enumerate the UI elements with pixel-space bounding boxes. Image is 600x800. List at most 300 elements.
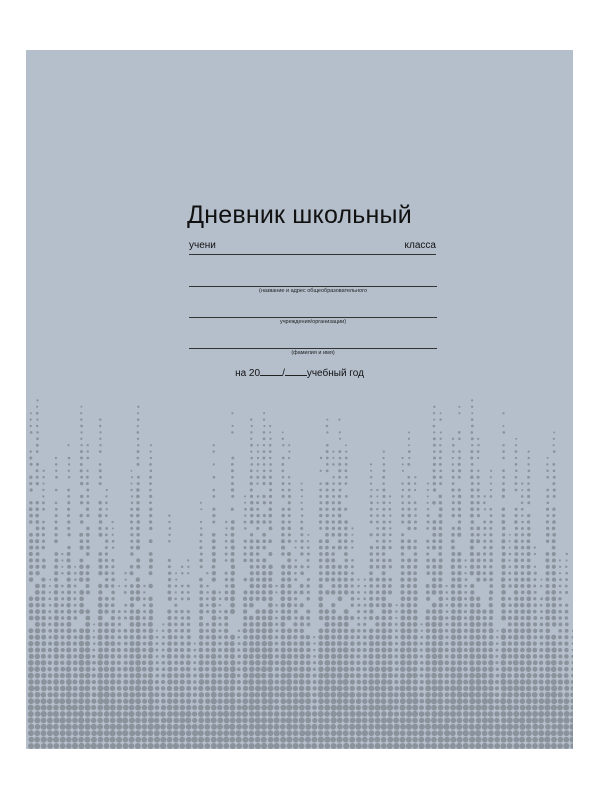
pattern-dot [212,571,216,575]
pattern-dot [269,438,271,440]
pattern-dot [475,673,481,679]
pattern-dot [387,692,393,698]
pattern-dot [61,559,63,561]
pattern-dot [432,724,438,730]
pattern-dot [527,514,530,517]
pattern-dot [482,648,487,653]
pattern-dot [60,705,66,711]
pattern-dot [407,482,410,485]
pattern-dot [337,698,343,704]
pattern-dot [35,584,40,589]
pattern-dot [400,603,404,607]
pattern-dot [494,711,499,716]
pattern-dot [514,539,518,543]
pattern-dot [142,692,147,697]
pattern-dot [469,685,475,691]
pattern-dot [432,730,438,736]
pattern-dot [488,724,494,730]
pattern-dot [249,628,254,633]
pattern-dot [135,718,141,724]
pattern-dot [238,630,241,633]
pattern-dot [124,610,127,613]
pattern-dot [551,743,557,749]
pattern-dot [274,717,280,723]
pattern-dot [463,679,468,684]
pattern-dot [54,609,58,613]
pattern-dot [507,648,512,653]
pattern-dot [148,622,153,627]
pattern-dot [29,616,34,621]
pattern-dot [431,641,436,646]
pattern-dot [484,508,486,510]
pattern-dot [99,482,102,485]
pattern-dot [534,566,536,568]
pattern-dot [513,711,519,717]
pattern-dot [311,743,317,749]
pattern-dot [288,450,290,452]
pattern-dot [526,603,531,608]
pattern-dot [406,718,412,724]
student-name-line [189,348,437,349]
pattern-dot [364,591,367,594]
pattern-dot [268,622,273,627]
pattern-dot [99,565,103,569]
pattern-dot [230,596,235,601]
pattern-dot [343,698,349,704]
pattern-dot [78,717,84,723]
pattern-dot [337,743,343,749]
pattern-dot [482,717,488,723]
pattern-dot [313,668,316,671]
pattern-dot [369,552,373,556]
pattern-dot [97,724,103,730]
pattern-dot [243,673,248,678]
pattern-dot [149,603,153,607]
pattern-dot [280,692,286,698]
pattern-dot [186,737,192,743]
pattern-dot [407,546,411,550]
pattern-dot [508,597,511,600]
pattern-dot [130,603,135,608]
pattern-dot [124,604,127,607]
pattern-dot [501,628,506,633]
pattern-dot [545,743,551,749]
pattern-dot [110,673,115,678]
pattern-dot [275,648,279,652]
pattern-dot [356,743,362,749]
pattern-dot [350,578,354,582]
pattern-dot [452,438,454,440]
pattern-dot [526,717,532,723]
pattern-dot [213,463,215,465]
pattern-dot [229,724,235,730]
pattern-dot [324,711,330,717]
pattern-dot [546,533,550,537]
pattern-dot [275,591,277,593]
pattern-dot [452,476,455,479]
pattern-dot [281,577,285,581]
pattern-dot [521,533,524,536]
pattern-dot [256,584,260,588]
pattern-dot [67,489,70,492]
pattern-dot [571,636,573,639]
pattern-dot [99,418,101,420]
pattern-dot [85,654,90,659]
pattern-dot [326,444,329,447]
pattern-dot [332,520,335,523]
pattern-dot [471,437,474,440]
pattern-dot [85,711,91,717]
pattern-dot [224,660,229,665]
pattern-dot [30,425,32,427]
pattern-dot [268,616,273,621]
pattern-dot [381,628,386,633]
pattern-dot [526,616,531,621]
pattern-dot [458,501,461,504]
pattern-dot [218,692,223,697]
pattern-dot [451,565,455,569]
pattern-dot [262,596,267,601]
pattern-dot [553,444,555,446]
pattern-dot [362,699,367,704]
pattern-dot [85,705,91,711]
pattern-dot [262,577,267,582]
pattern-dot [438,718,444,724]
pattern-dot [539,692,544,697]
pattern-dot [425,724,431,730]
pattern-dot [97,635,102,640]
pattern-dot [539,648,543,652]
pattern-dot [306,660,311,665]
pattern-dot [86,571,90,575]
pattern-dot [223,730,229,736]
pattern-dot [135,730,141,736]
pattern-dot [400,685,406,691]
pattern-dot [402,463,404,465]
pattern-dot [243,609,247,613]
pattern-dot [458,412,460,414]
pattern-dot [142,667,147,672]
pattern-dot [48,661,52,665]
pattern-dot [501,692,507,698]
pattern-dot [362,667,367,672]
pattern-dot [326,450,329,453]
pattern-dot [256,559,260,563]
pattern-dot [55,470,57,472]
pattern-dot [80,539,84,543]
pattern-dot [61,553,63,555]
pattern-dot [85,743,91,749]
pattern-dot [299,692,305,698]
pattern-dot [332,489,335,492]
pattern-dot [446,604,449,607]
pattern-dot [501,616,506,621]
pattern-dot [35,565,39,569]
pattern-dot [148,730,154,736]
pattern-dot [475,724,481,730]
pattern-dot [250,507,254,511]
pattern-dot [413,616,418,621]
pattern-dot [305,737,311,743]
pattern-dot [326,463,329,466]
pattern-dot [124,591,127,594]
pattern-dot [395,610,398,613]
pattern-dot [86,444,88,446]
pattern-dot [129,717,135,723]
pattern-dot [175,585,178,588]
pattern-dot [129,666,134,671]
pattern-dot [99,469,102,472]
pattern-dot [350,667,355,672]
pattern-dot [457,692,463,698]
pattern-dot [244,527,247,530]
pattern-dot [319,527,322,530]
pattern-dot [131,495,133,497]
pattern-dot [343,647,349,653]
pattern-dot [471,488,474,491]
pattern-dot [520,622,525,627]
pattern-dot [324,730,330,736]
pattern-dot [224,616,228,620]
pattern-dot [519,737,525,743]
pattern-dot [413,609,417,613]
pattern-dot [338,501,341,504]
pattern-dot [148,698,154,704]
pattern-dot [432,660,438,666]
pattern-dot [311,737,317,743]
pattern-dot [458,406,460,408]
pattern-dot [376,578,380,582]
pattern-dot [268,552,272,556]
pattern-dot [463,737,469,743]
pattern-dot [79,514,82,517]
pattern-dot [72,711,78,717]
pattern-dot [28,711,34,717]
pattern-dot [546,571,550,575]
pattern-dot [231,552,235,556]
pattern-dot [60,692,65,697]
pattern-dot [299,711,305,717]
pattern-dot [36,412,39,415]
pattern-dot [513,743,519,749]
pattern-dot [557,673,562,678]
pattern-dot [489,533,492,536]
pattern-dot [54,552,58,556]
pattern-dot [345,482,348,485]
pattern-dot [35,514,39,518]
pattern-dot [338,539,342,543]
pattern-dot [370,495,373,498]
pattern-dot [456,685,462,691]
pattern-dot [105,501,108,504]
pattern-dot [389,495,391,497]
pattern-dot [502,476,505,479]
pattern-dot [187,641,191,645]
pattern-dot [470,552,474,556]
pattern-dot [129,686,134,691]
pattern-dot [218,642,221,645]
pattern-dot [539,654,543,658]
pattern-dot [375,717,381,723]
pattern-dot [412,705,418,711]
pattern-dot [343,679,349,685]
pattern-dot [350,660,355,665]
pattern-dot [35,558,39,562]
pattern-dot [357,642,361,646]
pattern-dot [545,654,550,659]
pattern-dot [377,502,379,504]
pattern-dot [97,711,103,717]
pattern-dot [99,533,103,537]
pattern-dot [319,603,324,608]
pattern-dot [450,666,456,672]
pattern-dot [179,737,185,743]
pattern-dot [275,629,278,632]
pattern-dot [332,527,335,530]
pattern-dot [545,679,550,684]
pattern-dot [408,501,411,504]
pattern-dot [476,622,481,627]
pattern-dot [47,717,53,723]
pattern-dot [173,698,178,703]
pattern-dot [343,673,349,679]
pattern-dot [489,590,493,594]
pattern-dot [306,584,310,588]
pattern-dot [419,692,424,697]
pattern-dot [451,622,456,627]
pattern-dot [476,571,480,575]
pattern-dot [78,737,84,743]
pattern-dot [406,705,412,711]
pattern-dot [336,737,342,743]
pattern-dot [313,649,316,652]
pattern-dot [356,667,361,672]
pattern-dot [425,616,429,620]
pattern-dot [553,450,556,453]
pattern-dot [286,660,291,665]
pattern-dot [129,737,135,743]
pattern-dot [180,635,184,639]
pattern-dot [463,654,468,659]
pattern-dot [420,623,422,625]
pattern-dot [249,616,254,621]
pattern-dot [469,615,474,620]
pattern-dot [237,655,240,658]
pattern-dot [256,546,260,550]
pattern-dot [244,546,247,549]
pattern-dot [356,717,362,723]
pattern-dot [137,418,140,421]
pattern-dot [476,552,480,556]
pattern-dot [388,559,392,563]
pattern-dot [74,585,77,588]
pattern-dot [41,603,45,607]
pattern-dot [521,508,524,511]
pattern-dot [464,616,467,619]
pattern-dot [325,558,329,562]
pattern-dot [313,655,316,658]
pattern-dot [73,635,77,639]
pattern-dot [148,743,154,749]
pattern-dot [438,596,443,601]
pattern-dot [408,495,411,498]
pattern-dot [376,584,380,588]
pattern-dot [35,615,40,620]
pattern-dot [255,679,261,685]
pattern-dot [211,654,217,660]
pattern-dot [262,546,266,550]
pattern-dot [558,616,561,619]
pattern-dot [86,457,89,460]
pattern-dot [572,642,573,645]
pattern-dot [130,584,134,588]
pattern-dot [463,699,468,704]
pattern-dot [381,635,386,640]
pattern-dot [388,622,392,626]
pattern-dot [280,584,284,588]
pattern-dot [67,597,71,601]
pattern-dot [375,648,380,653]
pattern-dot [394,673,398,677]
pattern-dot [509,534,511,536]
pattern-dot [135,698,141,704]
pattern-dot [299,737,305,743]
pattern-dot [156,630,158,632]
pattern-dot [268,628,273,633]
pattern-dot [212,489,215,492]
pattern-dot [167,743,173,749]
pattern-dot [433,476,436,479]
pattern-dot [301,489,303,491]
pattern-dot [116,717,122,723]
pattern-dot [363,654,367,658]
pattern-dot [256,571,260,575]
pattern-dot [267,666,273,672]
pattern-dot [565,572,568,575]
pattern-dot [565,566,567,568]
pattern-dot [35,596,40,601]
pattern-dot [514,628,519,633]
pattern-dot [135,692,141,698]
pattern-dot [406,724,412,730]
pattern-dot [111,660,116,665]
pattern-dot [244,508,247,511]
pattern-dot [230,666,236,672]
pattern-dot [268,514,272,518]
pattern-dot [400,590,404,594]
pattern-dot [551,717,557,723]
pattern-dot [268,603,273,608]
pattern-dot [475,635,480,640]
pattern-dot [458,508,461,511]
pattern-dot [167,737,173,743]
pattern-dot [488,711,494,717]
diary-cover [26,50,573,749]
pattern-dot [540,642,544,646]
pattern-dot [382,508,385,511]
pattern-dot [382,654,387,659]
pattern-dot [180,692,185,697]
pattern-dot [275,680,280,685]
pattern-dot [282,482,285,485]
pattern-dot [343,743,349,749]
pattern-dot [527,559,531,563]
pattern-dot [85,628,90,633]
pattern-dot [262,539,266,543]
pattern-dot [482,654,487,659]
pattern-dot [149,514,152,517]
pattern-dot [471,533,475,537]
